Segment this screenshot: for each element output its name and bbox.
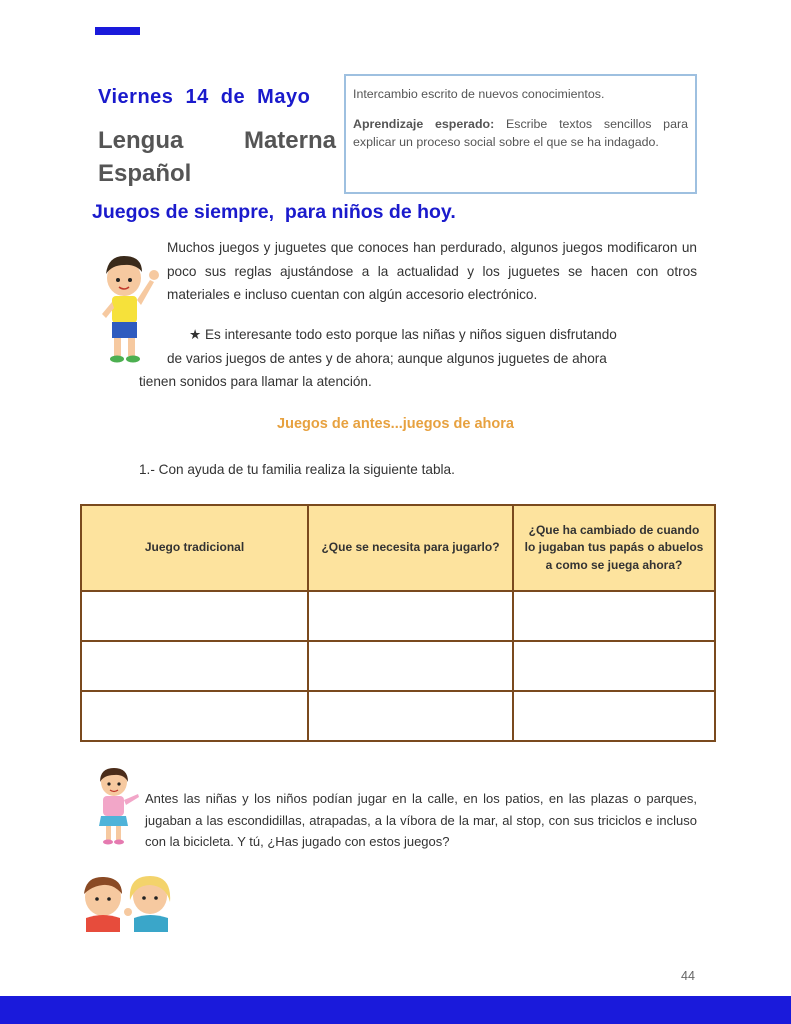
table-cell-changed[interactable] [513,641,715,691]
table-cell-changed[interactable] [513,591,715,641]
subject-word-espanol: Español [98,160,192,187]
lesson-date: Viernes 14 de Mayo [98,86,311,108]
table-cell-needed[interactable] [308,641,513,691]
topic-text: Intercambio escrito de nuevos conocimientos. [353,87,605,101]
subject-word-lengua: Lengua [98,127,184,154]
table-cell-changed[interactable] [513,691,715,741]
activity-instruction: 1.- Con ayuda de tu familia realiza la siguiente tabla. [139,462,455,477]
subject-title [98,124,336,190]
table-cell-game[interactable] [81,691,308,741]
table-cell-needed[interactable] [308,591,513,641]
interest-line-3: tienen sonidos para llamar la atención. [139,374,372,389]
interest-line-2: de varios juegos de antes y de ahora; aunque algunos juguetes de ahora [167,350,607,366]
header-what-needed: ¿Que se necesita para jugarlo? [308,505,513,591]
interest-paragraph [139,323,697,394]
table-row [81,691,715,741]
closing-paragraph: Antes las niñas y los niños podían jugar en la calle, en los patios, en las plazas o parques, jugaban a las escondidillas, atrapadas, a la víbora de la mar, al stop, con sus triciclos e incluso con la bicicleta. Y tú, ¿Has jugado con estos juegos? [145,791,697,849]
intro-paragraph: Muchos juegos y juguetes que conoces han perdurado, algunos juegos modificaron un poco sus reglas ajustándose a la actualidad y los juguetes se hacen con otros materiales e incluso cuentan con algún accesorio electrónico. [167,240,697,302]
girl-illustration [92,766,144,848]
interest-line-1: ★ Es interesante todo esto porque las niñas y niños siguen disfrutando [189,327,617,342]
table-cell-game[interactable] [81,641,308,691]
table-row [81,591,715,641]
page-number: 44 [681,969,695,983]
learning-info-box [344,74,697,194]
subject-word-materna: Materna [243,127,336,154]
table-row [81,641,715,691]
header-what-changed: ¿Que ha cambiado de cuando lo jugaban tus papás o abuelos a como se juega ahora? [513,505,715,591]
games-table [80,504,716,742]
expected-learning [353,115,688,151]
table-header-row [81,505,715,591]
kids-illustration [78,872,182,934]
table-cell-needed[interactable] [308,691,513,741]
top-accent-bar [95,27,140,35]
expected-learning-text: Escribe textos sencillos para explicar un proceso social sobre el que se ha indagado. [353,117,688,149]
bottom-accent-bar [0,996,791,1024]
expected-learning-label: Aprendizaje esperado: [353,117,495,131]
table-cell-game[interactable] [81,591,308,641]
header-traditional-game: Juego tradicional [81,505,308,591]
section-title: Juegos de antes...juegos de ahora [277,416,514,432]
lesson-title: Juegos de siempre, para niños de hoy. [92,201,456,223]
